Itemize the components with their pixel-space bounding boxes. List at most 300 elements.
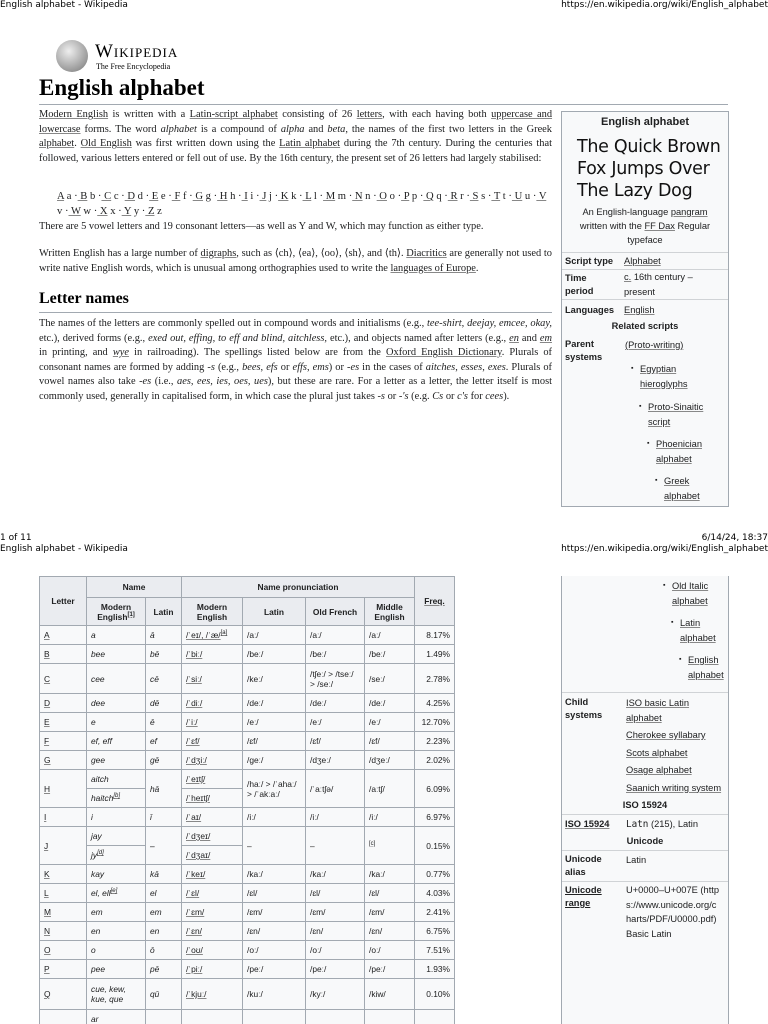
latin-pron-cell: /ɛf/: [243, 732, 306, 751]
child-cherokee-link[interactable]: Cherokee syllabary: [626, 730, 706, 740]
th-latin: Latin: [146, 598, 182, 626]
intro-text: beta: [327, 123, 346, 135]
latin-name-cell: bē: [146, 645, 182, 664]
alphabet-text: p: [409, 191, 420, 202]
alphabet-letter-link[interactable]: G: [192, 191, 204, 202]
middle-english-cell: /deː/: [365, 694, 415, 713]
letter-names-text: -s: [377, 390, 385, 402]
intro-text: alpha: [280, 123, 305, 135]
alphabet-letter-link[interactable]: F: [171, 191, 181, 202]
page-title: English alphabet: [39, 75, 205, 100]
modern-pron-cell[interactable]: /ˈsiː/: [182, 664, 243, 694]
intro-link[interactable]: alphabet: [39, 138, 75, 150]
alphabet-text: ·: [299, 191, 303, 202]
alphabet-text: u: [522, 191, 533, 202]
latin-pron-cell: /keː/: [243, 664, 306, 694]
time-period-value: [624, 270, 724, 299]
alphabet-text: ·: [508, 191, 512, 202]
letter-cell[interactable]: Q: [40, 979, 87, 1010]
middle-english-cell: /aːtʃ/: [365, 770, 415, 808]
table-row: [40, 808, 455, 827]
wikipedia-logo[interactable]: [56, 40, 186, 72]
parent-proto-writing-link[interactable]: (Proto-writing): [625, 340, 684, 350]
languages-link[interactable]: English: [624, 305, 655, 315]
modern-name-cell: jy[d]: [87, 846, 146, 865]
alphabet-letter-link[interactable]: C: [101, 191, 112, 202]
letter-names-text: -s: [207, 361, 215, 373]
latin-name-cell: –: [146, 827, 182, 865]
latin-pron-cell: /eː/: [243, 713, 306, 732]
letter-cell[interactable]: L: [40, 884, 87, 903]
parent-phoenician-link[interactable]: ▪ Phoenician alphabet: [656, 437, 716, 466]
modern-name-cell: en: [87, 922, 146, 941]
alphabet-text: h: [227, 191, 239, 202]
unicode-heading: Unicode: [626, 836, 664, 846]
section-heading-letter-names: Letter names: [39, 290, 129, 307]
letter-cell[interactable]: E: [40, 713, 87, 732]
alphabet-text: s: [478, 191, 488, 202]
table-row: [40, 884, 455, 903]
intro-link[interactable]: Latin alphabet: [279, 138, 341, 150]
letter-names-text: in printing, and: [39, 347, 113, 359]
alphabet-text: ·: [256, 191, 260, 202]
modern-name-cell: ef, eff: [87, 732, 146, 751]
caption-text: written with the: [579, 221, 645, 231]
freq-cell: 12.70%: [415, 713, 455, 732]
latin-pron-cell: /aː/: [243, 626, 306, 645]
alphabet-text: ·: [444, 191, 448, 202]
letter-names-text: ).: [503, 390, 510, 402]
table-row: [40, 922, 455, 941]
alphabet-letter-link[interactable]: U: [511, 191, 523, 202]
unicode-alias-label: Unicode alias: [565, 854, 602, 877]
iso-heading: ISO 15924: [622, 800, 668, 810]
intro-link[interactable]: Latin-script alphabet: [189, 109, 278, 120]
letter-names-text: aes, ees, ies, oes, ues: [177, 376, 268, 388]
freq-cell: 6.97%: [415, 808, 455, 827]
letter-cell[interactable]: G: [40, 751, 87, 770]
latin-pron-cell: –: [243, 827, 306, 865]
modern-pron-cell[interactable]: /ˈdʒaɪ/: [182, 846, 243, 865]
digraphs-link[interactable]: Diacritics: [406, 248, 447, 259]
modern-pron-cell[interactable]: /ˈoʊ/: [182, 941, 243, 960]
latin-pron-cell: /oː/: [243, 941, 306, 960]
intro-text: , with each having both: [382, 109, 492, 120]
alphabet-text: ·: [466, 191, 470, 202]
intro-text: alphabet: [160, 123, 197, 135]
middle-english-cell: /ɛm/: [365, 903, 415, 922]
modern-pron-cell[interactable]: /ˈɛn/: [182, 922, 243, 941]
table-cell: [243, 1010, 306, 1024]
latin-pron-cell: /iː/: [243, 808, 306, 827]
table-row: [40, 713, 455, 732]
ref-1[interactable]: [1]: [127, 611, 135, 618]
modern-pron-cell[interactable]: /ˈkeɪ/: [182, 865, 243, 884]
letter-names-text: . Plurals of consonant names are formed by adding: [39, 347, 552, 373]
table-row: [40, 732, 455, 751]
alphabet-letter-link[interactable]: Q: [423, 191, 434, 202]
alphabet-letter-link[interactable]: Z: [145, 205, 155, 217]
alphabet-text: t: [500, 191, 509, 202]
alphabet-text: ·: [189, 191, 193, 202]
table-row: [40, 941, 455, 960]
unicode-range-line[interactable]: U+0000–U+007E (http: [626, 885, 720, 895]
middle-english-cell: /ɛf/: [365, 732, 415, 751]
unicode-range-line[interactable]: s://www.unicode.org/c: [626, 899, 717, 910]
alphabet-letter-link[interactable]: X: [97, 205, 108, 217]
parent-english-link[interactable]: ▪ English alphabet: [688, 653, 728, 682]
modern-name-cell: haitch[b]: [87, 789, 146, 808]
letter-names-text: c's: [457, 390, 468, 402]
letter-names-text: or: [277, 361, 293, 373]
freq-cell: 7.51%: [415, 941, 455, 960]
modern-name-cell: aitch: [87, 770, 146, 789]
middle-english-cell: /aː/: [365, 626, 415, 645]
infobox-title: English alphabet: [600, 116, 689, 128]
alphabet-letter-link[interactable]: N: [352, 191, 363, 202]
letter-cell[interactable]: I: [40, 808, 87, 827]
letter-names-text: -es: [347, 361, 360, 373]
modern-name-cell: cee: [87, 664, 146, 694]
th-old-french: Old French: [306, 598, 365, 626]
digraphs-link[interactable]: digraphs: [200, 248, 237, 259]
latin-pron-cell: /peː/: [243, 960, 306, 979]
th-modern-english-pron: Modern English: [182, 598, 243, 626]
freq-cell: 4.03%: [415, 884, 455, 903]
latin-pron-cell: /haː/ > /ˈahaː/ > /ˈakːaː/: [243, 770, 306, 808]
freq-cell: 2.41%: [415, 903, 455, 922]
intro-text: was first written down using the: [131, 138, 280, 150]
latin-name-cell: ō: [146, 941, 182, 960]
latin-name-cell: el: [146, 884, 182, 903]
alphabet-letter-link[interactable]: O: [376, 191, 387, 202]
letter-cell[interactable]: N: [40, 922, 87, 941]
old-french-cell: /oː/: [306, 941, 365, 960]
intro-link[interactable]: uppercase and lowercase: [39, 109, 553, 135]
letter-names-text: bees: [242, 361, 261, 373]
letter-cell[interactable]: M: [40, 903, 87, 922]
latin-pron-cell: /beː/: [243, 645, 306, 664]
intro-link[interactable]: letters: [356, 109, 383, 120]
parent-egyptian-hieroglyphs-link[interactable]: ▪ Egyptian hieroglyphs: [640, 362, 710, 391]
alphabet-letter-link[interactable]: J: [259, 191, 267, 202]
child-systems-label: Child systems: [565, 697, 603, 720]
modern-name-cell: bee: [87, 645, 146, 664]
header2-url: https://en.wikipedia.org/wiki/English_alphabet: [561, 544, 768, 554]
infobox-divider: [562, 881, 728, 882]
old-french-cell: /ɛm/: [306, 903, 365, 922]
alphabet-text: ·: [532, 191, 537, 202]
alphabet-text: k: [288, 191, 300, 202]
freq-cell: 4.25%: [415, 694, 455, 713]
middle-english-cell: /oː/: [365, 941, 415, 960]
alphabet-text: ·: [419, 191, 424, 202]
alphabet-text: n: [362, 191, 374, 202]
digraphs-text: Written English has a large number of: [39, 248, 201, 259]
parent-greek-link[interactable]: ▪ Greek alphabet: [664, 474, 709, 503]
alphabet-text: ·: [238, 191, 242, 202]
alphabet-text: ·: [141, 205, 146, 217]
modern-pron-cell[interactable]: /ˈaɪ/: [182, 808, 243, 827]
alphabet-letter-link[interactable]: S: [469, 191, 479, 202]
infobox-divider: [562, 850, 728, 851]
old-french-cell: –: [306, 827, 365, 865]
modern-pron-cell[interactable]: /ˈkjuː/: [182, 979, 243, 1010]
old-french-cell: /aː/: [306, 626, 365, 645]
modern-name-cell: i: [87, 808, 146, 827]
logo-wordmark: Wikipedia: [95, 41, 179, 62]
old-french-cell: /iː/: [306, 808, 365, 827]
freq-cell: 0.10%: [415, 979, 455, 1010]
parent-proto-sinaitic-link[interactable]: ▪ Proto-Sinaitic script: [648, 400, 720, 429]
intro-link[interactable]: Old English: [80, 138, 132, 150]
letter-cell[interactable]: P: [40, 960, 87, 979]
letter-names-text: -es: [139, 376, 152, 388]
letter-names-text: ,: [306, 361, 313, 373]
latin-name-cell: cē: [146, 664, 182, 694]
old-french-cell: /ɛf/: [306, 732, 365, 751]
intro-text: and: [304, 123, 328, 135]
alphabet-letter-link[interactable]: Y: [121, 205, 132, 217]
alphabet-text: x: [107, 205, 119, 217]
letter-names-text: (i.e.,: [151, 376, 178, 388]
script-type-link[interactable]: Alphabet: [624, 256, 661, 266]
table-row: [40, 1010, 455, 1024]
modern-pron-cell[interactable]: /ˈɛl/: [182, 884, 243, 903]
script-type-label: Script type: [565, 256, 614, 266]
letter-names-text: or: [443, 390, 458, 402]
modern-pron-cell[interactable]: /ˈdiː/: [182, 694, 243, 713]
modern-name-cell: a: [87, 626, 146, 645]
alphabet-letter-link[interactable]: M: [323, 191, 336, 202]
old-french-cell: /deː/: [306, 694, 365, 713]
modern-pron-cell[interactable]: /ˈpiː/: [182, 960, 243, 979]
iso-code: Latn: [626, 819, 649, 830]
letter-names-text: exed out, effing, to eff and blind, aitchless,: [148, 332, 327, 344]
table-row: [40, 827, 455, 846]
modern-pron-cell[interactable]: /ˈeɪ/, /ˈæ/[a]: [182, 626, 243, 645]
letter-names-link[interactable]: wye: [112, 347, 130, 359]
alphabet-letter-link[interactable]: E: [149, 191, 159, 202]
letter-cell[interactable]: [40, 1010, 87, 1024]
letter-names-text: ), but these are rare. For a letter as a letter, the letter itself is most commonly used, generally in capitalised form, in which case the plural just takes: [39, 376, 553, 402]
letter-cell[interactable]: B: [40, 645, 87, 664]
letter-cell[interactable]: A: [40, 626, 87, 645]
child-osage-link[interactable]: Osage alphabet: [626, 765, 692, 775]
alphabet-text: ·: [64, 205, 69, 217]
alphabet-line: [57, 190, 547, 219]
pangram-line-2: Fox Jumps Over: [577, 159, 710, 179]
modern-pron-cell[interactable]: /ˈbiː/: [182, 645, 243, 664]
caption-link[interactable]: FF Dax: [644, 221, 675, 231]
child-iso-basic-latin-link[interactable]: ISO basic Latin alphabet: [626, 698, 690, 723]
alphabet-letter-link[interactable]: T: [491, 191, 501, 202]
freq-cell: 2.78%: [415, 664, 455, 694]
latin-pron-cell: /ɛm/: [243, 903, 306, 922]
letter-cell[interactable]: D: [40, 694, 87, 713]
th-pron: Name pronunciation: [182, 577, 415, 598]
infobox-image: [577, 136, 721, 202]
freq-cell: 2.23%: [415, 732, 455, 751]
header2-left: English alphabet - Wikipedia: [0, 544, 128, 554]
alphabet-text: b: [87, 191, 98, 202]
circa-link[interactable]: c.: [624, 272, 632, 282]
alphabet-letter-link[interactable]: R: [447, 191, 458, 202]
modern-name-cell: el, ell[e]: [87, 884, 146, 903]
letter-cell[interactable]: J: [40, 827, 87, 865]
freq-link[interactable]: Freq.: [424, 596, 445, 606]
modern-pron-cell[interactable]: /ˈheɪtʃ/: [182, 789, 243, 808]
table-row: [40, 865, 455, 884]
letter-cell[interactable]: F: [40, 732, 87, 751]
th-middle-english: Middle English: [365, 598, 415, 626]
modern-pron-cell[interactable]: /ˈdʒiː/: [182, 751, 243, 770]
freq-cell: 0.15%: [415, 827, 455, 865]
digraphs-text: are generally not used to write native English words, which is unusual among orthographies used to write the: [39, 248, 552, 274]
table-row: [40, 770, 455, 789]
vowels-paragraph: There are 5 vowel letters and 19 consonant letters—as well as Y and W, which may function as either type.: [39, 221, 484, 232]
letter-cell[interactable]: H: [40, 770, 87, 808]
caption-link[interactable]: pangram: [670, 207, 708, 217]
languages-label: Languages: [565, 305, 615, 315]
letter-names-text: etc.), and objects named after letters (e.g.,: [327, 332, 510, 344]
section-divider: [39, 312, 552, 313]
table-row: [40, 903, 455, 922]
unicode-range-value: [626, 883, 719, 941]
alphabet-letter-link[interactable]: D: [124, 191, 136, 202]
old-french-cell: /ɛl/: [306, 884, 365, 903]
unicode-range-line[interactable]: harts/PDF/U0000.pdf): [626, 914, 717, 924]
iso-15924-label[interactable]: ISO 15924: [565, 819, 610, 829]
letter-names-paragraph: [39, 317, 552, 405]
latin-name-cell: ī: [146, 808, 182, 827]
letters-table: [39, 576, 455, 1024]
alphabet-letter-link[interactable]: K: [278, 191, 289, 202]
latin-name-cell: gē: [146, 751, 182, 770]
letter-cell[interactable]: C: [40, 664, 87, 694]
caption-text: Regular typeface: [627, 221, 711, 245]
letter-names-link[interactable]: en: [509, 332, 519, 344]
alphabet-text: ·: [213, 191, 218, 202]
alphabet-letter-link[interactable]: I: [241, 191, 248, 202]
th-modern-english: Modern English[1]: [87, 598, 146, 626]
infobox-divider: [562, 814, 728, 815]
alphabet-text: w: [80, 205, 94, 217]
modern-name-cell: o: [87, 941, 146, 960]
th-freq[interactable]: [415, 577, 455, 626]
table-cell: [415, 1010, 455, 1024]
parent-latin-link[interactable]: ▪ Latin alphabet: [680, 616, 720, 645]
intro-text: , the names of the first two letters in the Greek: [345, 123, 552, 135]
letter-names-link[interactable]: em: [539, 332, 552, 344]
alphabet-letter-link[interactable]: V: [536, 191, 547, 202]
modern-name-cell: jay: [87, 827, 146, 846]
freq-cell: 6.09%: [415, 770, 455, 808]
modern-name-cell: pee: [87, 960, 146, 979]
freq-cell: 1.93%: [415, 960, 455, 979]
logo-tagline: The Free Encyclopedia: [96, 62, 171, 71]
old-french-cell: /kyː/: [306, 979, 365, 1010]
alphabet-letter-link[interactable]: P: [401, 191, 410, 202]
table-cell: [306, 1010, 365, 1024]
alphabet-text: ·: [373, 191, 377, 202]
old-french-cell: /ɛn/: [306, 922, 365, 941]
old-french-cell: /beː/: [306, 645, 365, 664]
alphabet-text: q: [433, 191, 445, 202]
letter-names-text: ems: [312, 361, 329, 373]
table-cell: [182, 1010, 243, 1024]
intro-text: is a compound of: [196, 123, 281, 135]
modern-pron-cell[interactable]: /ˈɛf/: [182, 732, 243, 751]
freq-cell: 0.77%: [415, 865, 455, 884]
latin-pron-cell: /geː/: [243, 751, 306, 770]
alphabet-text: i: [247, 191, 257, 202]
child-systems-list: [626, 696, 721, 797]
latin-pron-cell: /ɛl/: [243, 884, 306, 903]
modern-name-cell: e: [87, 713, 146, 732]
alphabet-text: j: [266, 191, 275, 202]
modern-name-cell: kay: [87, 865, 146, 884]
latin-pron-cell: /ɛn/: [243, 922, 306, 941]
child-saanich-link[interactable]: Saanich writing system: [626, 782, 722, 793]
letter-names-link[interactable]: Oxford English Dictionary: [386, 347, 502, 359]
table-row: [40, 751, 455, 770]
alphabet-text: z: [154, 205, 162, 217]
letter-names-text: efs: [266, 361, 278, 373]
modern-pron-cell[interactable]: /ˈɛm/: [182, 903, 243, 922]
alphabet-letter-link[interactable]: L: [302, 191, 312, 202]
middle-english-cell: /kaː/: [365, 865, 415, 884]
digraphs-paragraph: [39, 247, 552, 276]
letter-names-text: in the cases of: [359, 361, 426, 373]
modern-name-cell: ar: [87, 1010, 146, 1024]
alphabet-letter-link[interactable]: H: [217, 191, 228, 202]
letter-cell[interactable]: K: [40, 865, 87, 884]
letter-cell[interactable]: O: [40, 941, 87, 960]
modern-name-cell: dee: [87, 694, 146, 713]
intro-paragraph: [39, 108, 552, 166]
letter-names-text: ,: [482, 361, 488, 373]
latin-pron-cell: /kaː/: [243, 865, 306, 884]
letter-names-text: etc.), derived forms (e.g.,: [39, 332, 149, 344]
letter-names-text: exes: [487, 361, 506, 373]
alphabet-text: ·: [145, 191, 150, 202]
alphabet-letter-link[interactable]: A: [57, 191, 65, 202]
latin-name-cell: dē: [146, 694, 182, 713]
child-scots-link[interactable]: Scots alphabet: [626, 747, 688, 758]
alphabet-text: m: [335, 191, 349, 202]
middle-english-cell: [c]: [365, 827, 415, 865]
latin-name-cell: en: [146, 922, 182, 941]
letter-names-text: (e.g.,: [214, 361, 243, 373]
parent-old-italic-link[interactable]: ▪ Old Italic alphabet: [672, 579, 722, 608]
wikipedia-globe-icon: [56, 40, 88, 72]
old-french-cell: /kaː/: [306, 865, 365, 884]
modern-pron-cell[interactable]: /ˈeɪtʃ/: [182, 770, 243, 789]
letter-names-text: The names of the letters are commonly spelled out in compound words and initialisms (e.g.,: [39, 318, 428, 329]
alphabet-letter-link[interactable]: W: [68, 205, 81, 217]
digraphs-link[interactable]: languages of Europe: [390, 262, 476, 274]
alphabet-letter-link[interactable]: B: [77, 191, 88, 202]
middle-english-cell: /iː/: [365, 808, 415, 827]
old-french-cell: /eː/: [306, 713, 365, 732]
modern-pron-cell[interactable]: /ˈdʒeɪ/: [182, 827, 243, 846]
middle-english-cell: /seː/: [365, 664, 415, 694]
letter-names-text: aitches: [425, 361, 456, 373]
intro-link[interactable]: Modern English: [39, 109, 109, 120]
latin-name-cell: ef: [146, 732, 182, 751]
modern-pron-cell[interactable]: /ˈiː/: [182, 713, 243, 732]
